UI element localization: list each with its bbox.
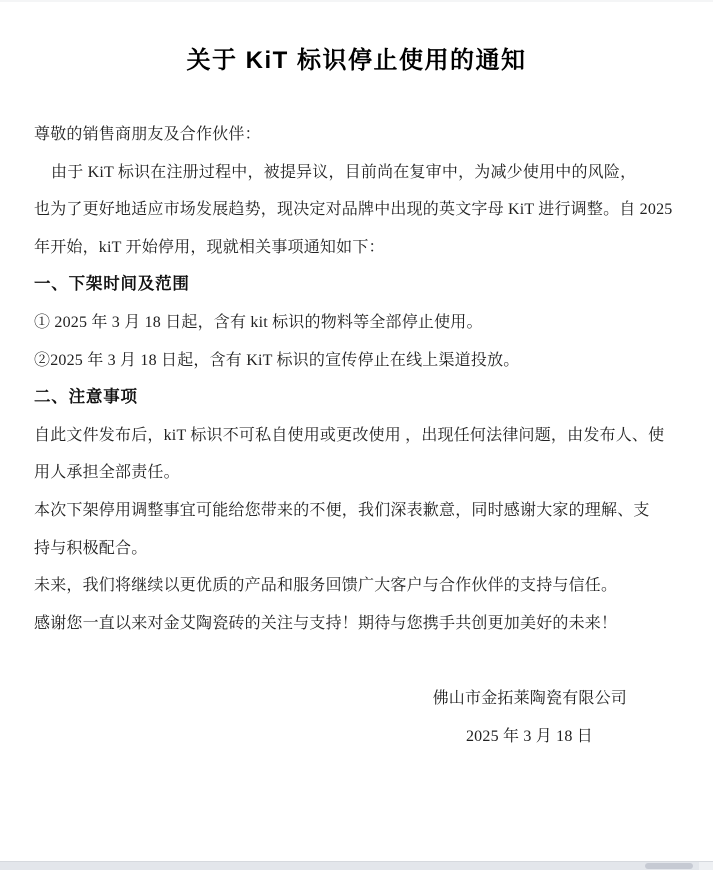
section-heading: 二、注意事项 xyxy=(34,388,138,407)
notice-line: 持与积极配合。 xyxy=(34,539,148,557)
notice-line: 由于 KiT 标识在注册过程中，被提异议，目前尚在复审中，为减少使用中的风险， xyxy=(51,163,637,181)
notice-line: 自此文件发布后，kiT 标识不可私自使用或更改使用 ，出现任何法律问题，由发布人、使 xyxy=(34,426,665,444)
notice-line: 年开始，kiT 开始停用，现就相关事项通知如下： xyxy=(34,238,385,256)
notice-line: 感谢您一直以来对金艾陶瓷砖的关注与支持！期待与您携手共创更加美好的未来！ xyxy=(34,614,618,632)
notice-line: 未来，我们将继续以更优质的产品和服务回馈广大客户与合作伙伴的支持与信任。 xyxy=(34,577,618,595)
scrollbar-thumb[interactable] xyxy=(645,863,693,869)
notice-line: 本次下架停用调整事宜可能给您带来的不便，我们深表歉意，同时感谢大家的理解、支 xyxy=(34,501,650,519)
scrollbar-corner xyxy=(699,862,713,870)
signature-company: 佛山市金拓莱陶瓷有限公司 xyxy=(432,689,627,707)
document-title: 关于 KiT 标识停止使用的通知 xyxy=(186,47,527,74)
notice-line: 用人承担全部责任。 xyxy=(34,464,180,482)
notice-line: 尊敬的销售商朋友及合作伙伴： xyxy=(34,126,261,143)
blank-line xyxy=(0,642,713,680)
notice-line: ① 2025 年 3 月 18 日起，含有 kit 标识的物料等全部停止使用。 xyxy=(34,313,483,331)
document-body xyxy=(0,116,713,755)
signature-date: 2025 年 3 月 18 日 xyxy=(465,727,593,745)
notice-line: ②2025 年 3 月 18 日起，含有 KiT 标识的宣传停止在线上渠道投放。 xyxy=(34,351,520,369)
notice-line: 也为了更好地适应市场发展趋势，现决定对品牌中出现的英文字母 KiT 进行调整。自 2025 xyxy=(34,201,673,219)
horizontal-scrollbar[interactable] xyxy=(0,861,713,870)
section-heading: 一、下架时间及范围 xyxy=(34,275,190,294)
